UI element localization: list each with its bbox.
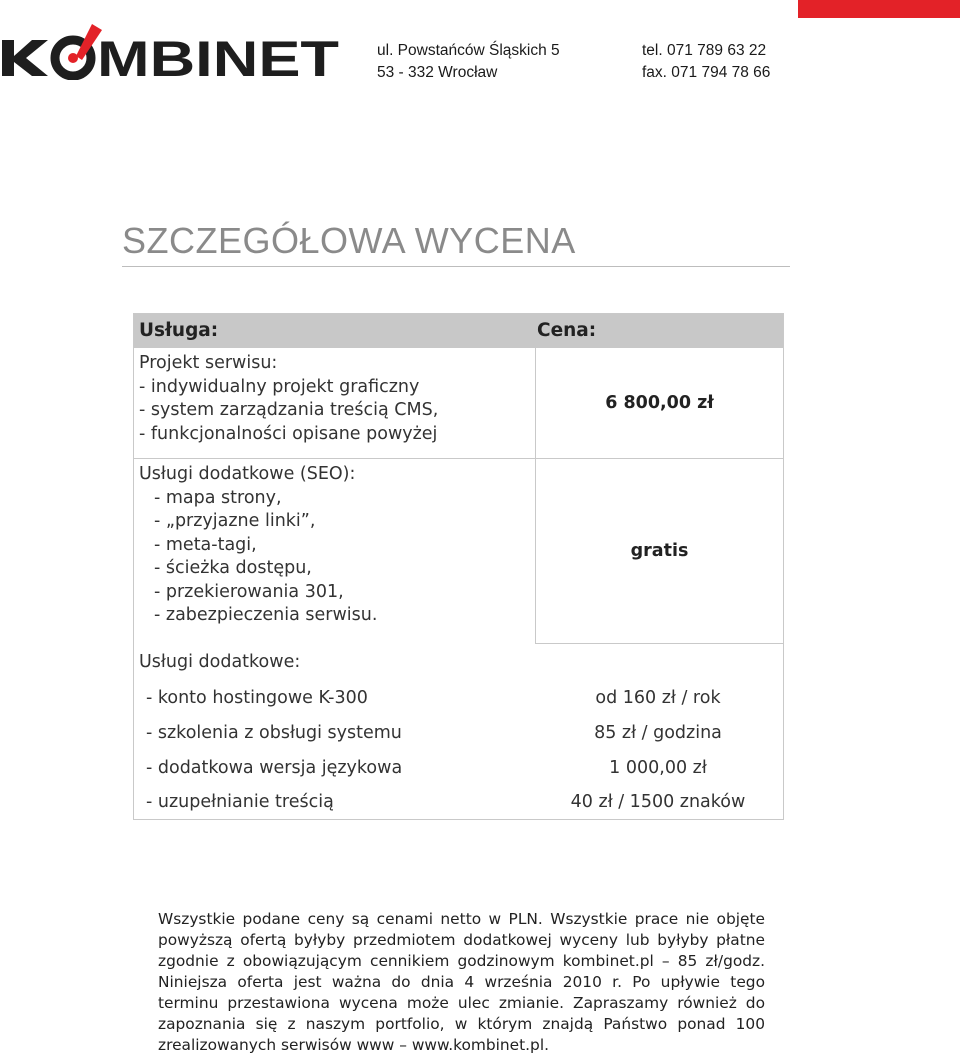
address-street: ul. Powstańców Śląskich 5 [377,42,560,59]
page-title: SZCZEGÓŁOWA WYCENA [122,220,790,267]
extra-price: 1 000,00 zł [609,757,707,778]
table-row [134,715,783,750]
list-item: - indywidualny projekt graficzny [139,376,420,397]
extra-price: 40 zł / 1500 znaków [570,792,746,812]
extra-service: - uzupełnianie treścią [146,792,334,812]
extra-service: - dodatkowa wersja językowa [146,757,403,778]
project-description [134,348,535,458]
table-row [134,680,783,715]
table-row [134,785,783,819]
table-row-project [134,348,783,459]
list-item: - ścieżka dostępu, [154,558,312,578]
list-item: - system zarządzania treścią CMS, [139,400,439,420]
list-item: - „przyjazne linki”, [154,511,316,531]
extra-price: 85 zł / godzina [594,722,722,743]
seo-price: gratis [535,459,783,644]
phone-block [642,40,770,84]
kombinet-logo [0,18,345,80]
address-city: 53 - 332 Wrocław [377,64,498,81]
column-header-service: Usługa: [139,320,219,341]
seo-description [134,459,535,644]
table-row [134,750,783,785]
extras-heading: Usługi dodatkowe: [139,652,301,672]
extra-service: - szkolenia z obsługi systemu [146,722,402,743]
project-heading: Projekt serwisu: [139,353,278,373]
table-row-seo [134,459,783,644]
list-item: - mapa strony, [154,487,282,508]
extra-price: od 160 zł / rok [595,687,721,708]
pricing-table [133,313,784,820]
project-price: 6 800,00 zł [535,348,783,458]
list-item: - przekierowania 301, [154,581,344,602]
seo-heading: Usługi dodatkowe (SEO): [139,464,356,484]
column-header-price: Cena: [537,320,597,341]
terms-note: Wszystkie podane ceny są cenami netto w PLN. Wszystkie prace nie objęte powyższą ofertą byłyby przedmiotem dodatkowej wyceny lub byłyby płatne zgodnie z obowiązującym cennikiem godzinowym kombinet.pl – 85 zł/godz. Niniejsza oferta jest ważna do dnia 4 września 2010 r. Po upływie tego terminu przestawiona wycena może ulec zmianie. Zapraszamy również do zapoznania się z naszym portfolio, w którym znajdą Państwo ponad 100 zrealizowanych serwisów www – www.kombinet.pl. [158,910,765,1054]
table-header [134,314,783,348]
header-accent-bar [798,0,960,18]
list-item: - meta-tagi, [154,534,257,555]
extra-service: - konto hostingowe K-300 [146,687,368,708]
fax-number: fax. 071 794 78 66 [642,64,771,81]
list-item: - zabezpieczenia serwisu. [154,605,378,625]
phone-number: tel. 071 789 63 22 [642,42,767,59]
address-block [377,40,560,84]
list-item: - funkcjonalności opisane powyżej [139,423,438,444]
svg-text:MBINET: MBINET [97,31,339,80]
